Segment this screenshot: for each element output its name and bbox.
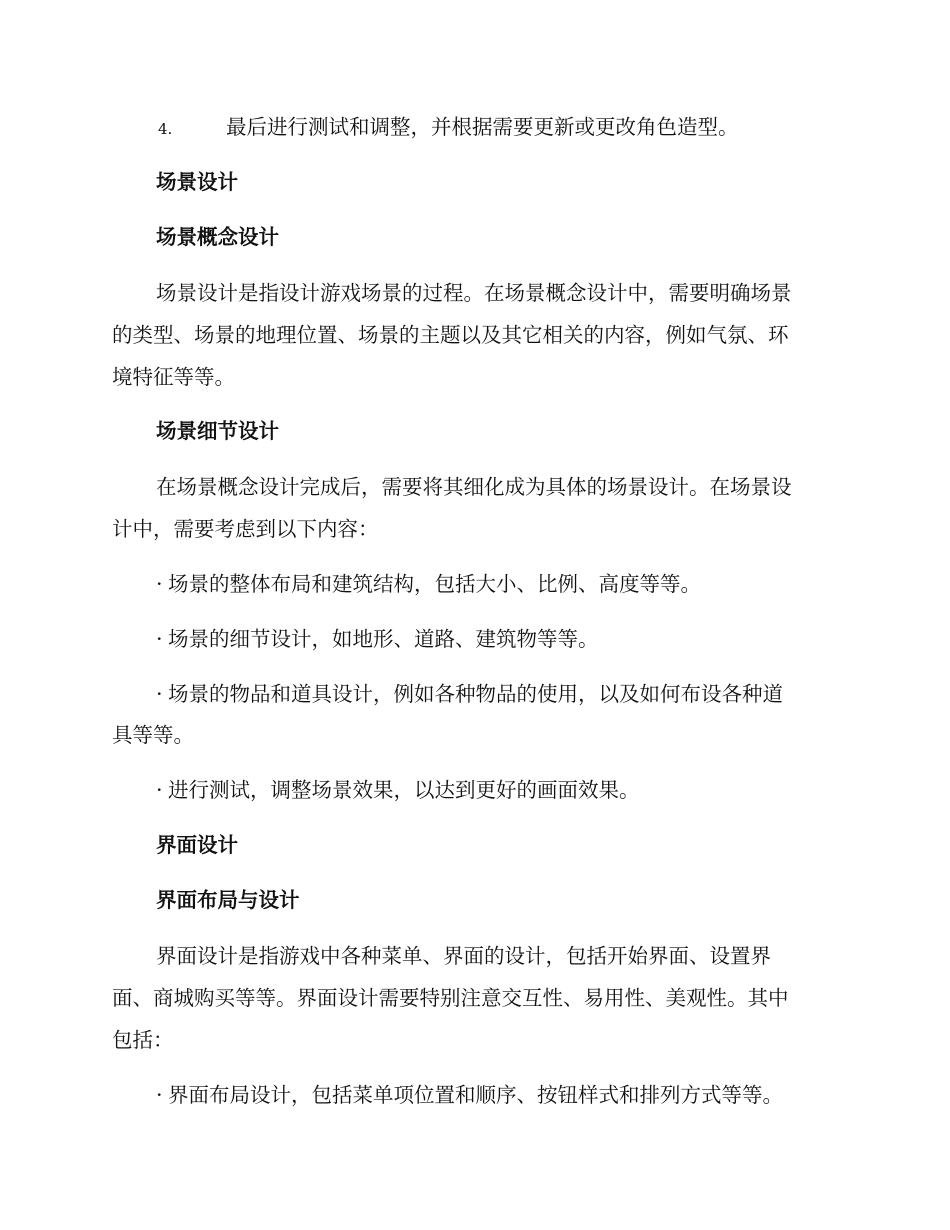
heading-ui-layout: 界面布局与设计: [156, 888, 300, 912]
bullet-symbol: ·: [156, 572, 163, 596]
item-number: 4.: [158, 120, 173, 138]
paragraph-line: 场景设计是指设计游戏场景的过程。在场景概念设计中，需要明确场景: [156, 281, 792, 305]
heading-ui-design: 界面设计: [156, 833, 238, 857]
paragraph-line: 包括：: [112, 1028, 174, 1052]
bullet-text: 场景的细节设计，如地形、道路、建筑物等等。: [168, 627, 599, 651]
bullet-symbol: ·: [156, 682, 163, 706]
bullet-text: 界面布局设计，包括菜单项位置和顺序、按钮样式和排列方式等等。: [168, 1083, 783, 1107]
paragraph-line: 境特征等等。: [112, 365, 235, 389]
paragraph-line: 界面设计是指游戏中各种菜单、界面的设计，包括开始界面、设置界: [156, 944, 771, 968]
paragraph-line: 在场景概念设计完成后，需要将其细化成为具体的场景设计。在场景设: [156, 475, 792, 499]
bullet-text: 场景的物品和道具设计，例如各种物品的使用，以及如何布设各种道: [168, 682, 783, 706]
bullet-item: [156, 1082, 783, 1108]
bullet-symbol: ·: [156, 1083, 163, 1107]
heading-scene-design: 场景设计: [156, 170, 238, 194]
numbered-item-4: [112, 114, 739, 142]
bullet-item: [156, 777, 640, 803]
paragraph-line: 计中，需要考虑到以下内容：: [112, 517, 379, 541]
bullet-text: 进行测试，调整场景效果，以达到更好的画面效果。: [168, 778, 640, 802]
bullet-symbol: ·: [156, 627, 163, 651]
heading-scene-concept: 场景概念设计: [156, 225, 279, 249]
bullet-item: [156, 571, 701, 597]
bullet-item: [156, 626, 599, 652]
bullet-continuation: 具等等。: [112, 723, 194, 747]
bullet-text: 场景的整体布局和建筑结构，包括大小、比例、高度等等。: [168, 572, 701, 596]
paragraph-line: 的类型、场景的地理位置、场景的主题以及其它相关的内容，例如气氛、环: [112, 323, 789, 347]
heading-scene-detail: 场景细节设计: [156, 419, 279, 443]
item-text: 最后进行测试和调整，并根据需要更新或更改角色造型。: [226, 115, 739, 139]
bullet-symbol: ·: [156, 778, 163, 802]
paragraph-line: 面、商城购买等等。界面设计需要特别注意交互性、易用性、美观性。其中: [112, 986, 789, 1010]
bullet-item: [156, 681, 783, 707]
